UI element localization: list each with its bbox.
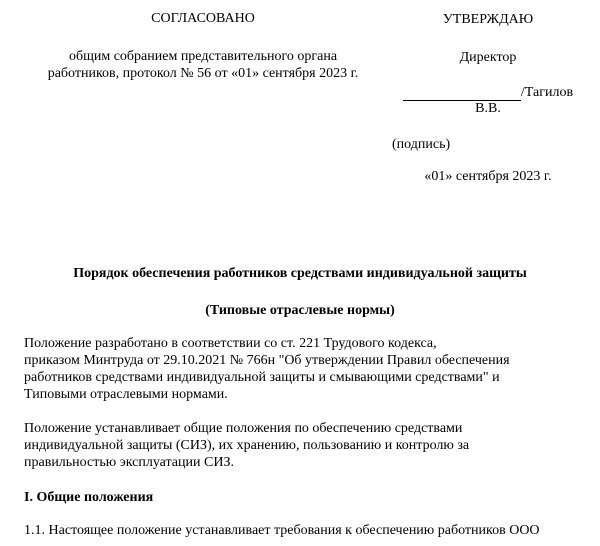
section-1-heading: I. Общие положения <box>24 490 154 505</box>
paragraph-scope <box>24 420 594 471</box>
approval-date: «01» сентября 2023 г. <box>424 169 552 184</box>
signature-line <box>403 86 521 101</box>
paragraph-line: правильностью эксплуатации СИЗ. <box>24 455 234 470</box>
paragraph-line: Типовыми отраслевыми нормами. <box>24 387 228 402</box>
paragraph-line: Положение устанавливает общие положения по обеспечению средствами <box>24 421 463 436</box>
signature-row <box>388 84 588 101</box>
agreed-heading: СОГЛАСОВАНО <box>151 11 255 26</box>
signature-initials: В.В. <box>475 101 501 116</box>
clause-1-1: 1.1. Настоящее положение устанавливает требования к обеспечению работников ООО <box>24 523 540 538</box>
document-title: Порядок обеспечения работников средствами индивидуальной защиты <box>73 266 527 281</box>
agreed-body <box>20 48 386 82</box>
document-subtitle: (Типовые отраслевые нормы) <box>205 303 395 318</box>
approved-heading: УТВЕРЖДАЮ <box>442 12 534 27</box>
paragraph-line: индивидуальной защиты (СИЗ), их хранению, пользованию и контролю за <box>24 438 470 453</box>
signature-caption: (подпись) <box>392 137 451 152</box>
agreed-body-line-1: общим собранием представительного органа <box>68 49 338 64</box>
paragraph-line: Положение разработано в соответствии со ст. 221 Трудового кодекса, <box>24 336 437 351</box>
signature-surname: /Тагилов <box>520 85 574 100</box>
approved-position: Директор <box>459 50 517 65</box>
paragraph-line: приказом Минтруда от 29.10.2021 № 766н "Об утверждении Правил обеспечения <box>24 353 510 368</box>
paragraph-line: работников средствами индивидуальной защиты и смывающими средствами" и <box>24 370 500 385</box>
paragraph-legal-basis <box>24 335 594 403</box>
agreed-body-line-2: работников, протокол № 56 от «01» сентября 2023 г. <box>47 66 359 81</box>
